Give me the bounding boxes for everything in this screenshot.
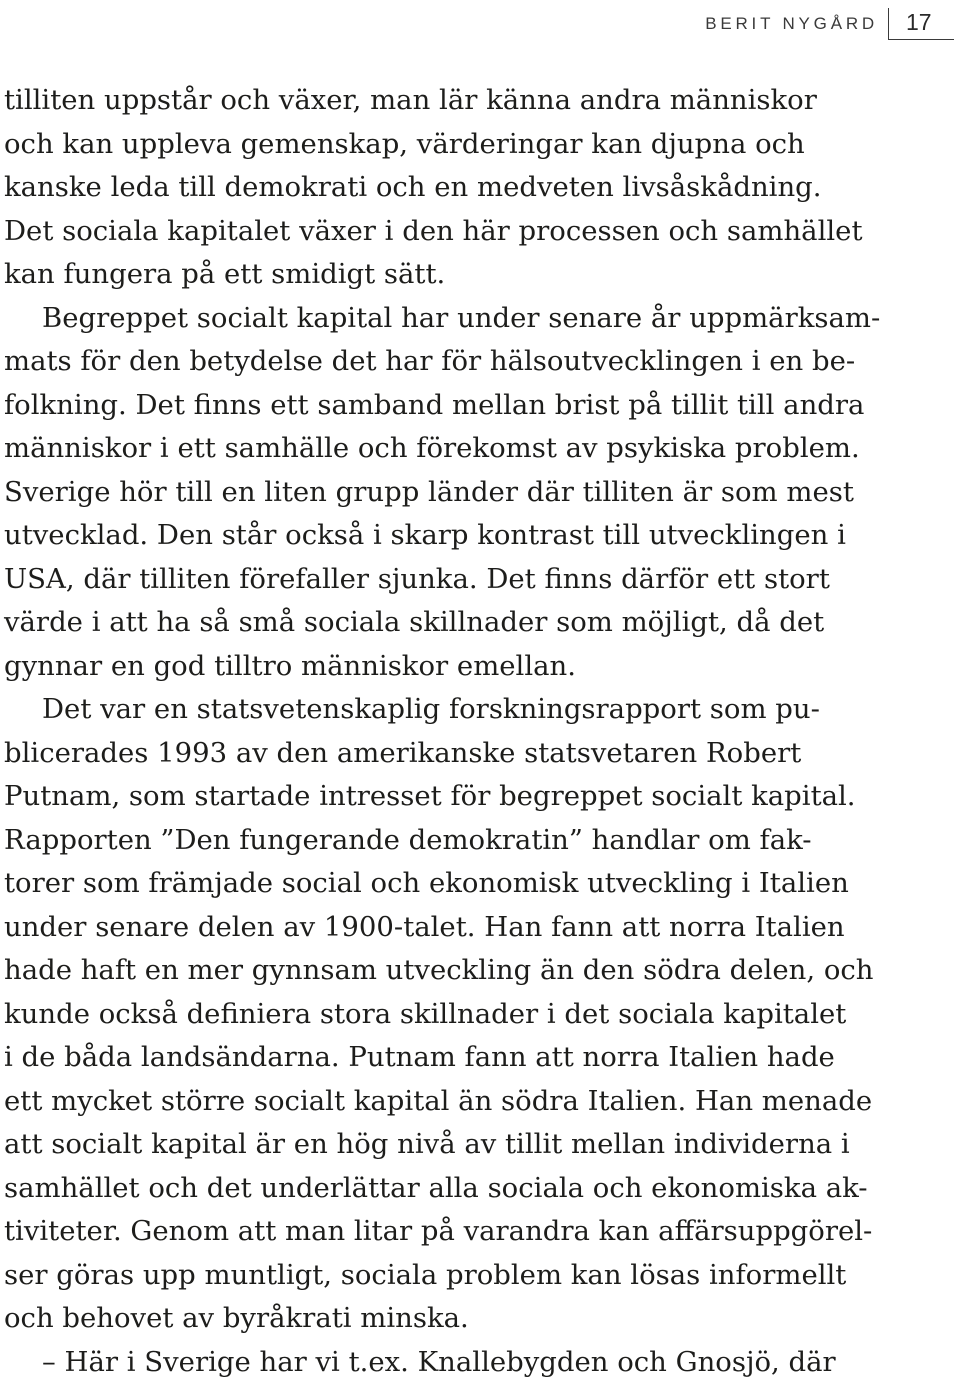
- text-line: USA, där tilliten förefaller sjunka. Det finns därför ett stort: [4, 562, 830, 595]
- text-line: i de båda landsändarna. Putnam fann att norra Italien hade: [4, 1041, 835, 1073]
- text-line: och behovet av byråkrati minska.: [4, 1302, 469, 1334]
- text-line: samhället och det underlättar alla sociala och ekonomiska ak-: [4, 1171, 868, 1204]
- paragraph-start-line: Begreppet socialt kapital har under senare år uppmärksam-: [42, 301, 881, 334]
- text-line: Putnam, som startade intresset för begreppet socialt kapital.: [4, 780, 856, 812]
- text-line: hade haft en mer gynnsam utveckling än den södra delen, och: [4, 954, 874, 986]
- text-line: tilliten uppstår och växer, man lär känna andra människor: [4, 84, 817, 116]
- text-line: kunde också definiera stora skillnader i det sociala kapitalet: [4, 997, 847, 1030]
- text-line: blicerades 1993 av den amerikanske statsvetaren Robert: [4, 736, 802, 769]
- page-number: 17: [906, 9, 932, 35]
- paragraph-start-line: Det var en statsvetenskaplig forskningsrapport som pu-: [42, 693, 820, 725]
- text-line: torer som främjade social och ekonomisk utveckling i Italien: [4, 867, 849, 899]
- header-vertical-rule: [888, 8, 889, 40]
- running-header-author: BERIT NYGÅRD: [705, 14, 878, 33]
- body-text: [4, 79, 956, 1384]
- text-line: att socialt kapital är en hög nivå av tillit mellan individerna i: [4, 1128, 850, 1160]
- dialogue-line: – Här i Sverige har vi t.ex. Knallebygden och Gnosjö, där: [42, 1345, 836, 1378]
- text-line: värde i att ha så små sociala skillnader som möjligt, då det: [4, 606, 825, 638]
- running-header: [0, 8, 960, 40]
- text-line: gynnar en god tilltro människor emellan.: [4, 649, 576, 682]
- text-line: tiviteter. Genom att man litar på varandra kan affärsuppgörel-: [4, 1215, 873, 1247]
- text-line: kanske leda till demokrati och en medveten livsåskådning.: [4, 171, 822, 203]
- text-line: mats för den betydelse det har för hälsoutvecklingen i en be-: [4, 345, 856, 377]
- text-line: människor i ett samhälle och förekomst av psykiska problem.: [4, 432, 860, 464]
- text-line: utvecklad. Den står också i skarp kontrast till utvecklingen i: [4, 519, 846, 551]
- text-line: under senare delen av 1900-talet. Han fann att norra Italien: [4, 910, 845, 943]
- text-line: kan fungera på ett smidigt sätt.: [4, 258, 446, 290]
- text-line: folkning. Det finns ett samband mellan brist på tillit till andra: [4, 388, 865, 421]
- text-line: och kan uppleva gemenskap, värderingar kan djupna och: [4, 127, 805, 160]
- text-line: Rapporten ”Den fungerande demokratin” handlar om fak-: [4, 823, 812, 856]
- text-line: Det sociala kapitalet växer i den här processen och samhället: [4, 214, 863, 247]
- text-line: ser göras upp muntligt, sociala problem kan lösas informellt: [4, 1258, 847, 1291]
- header-bottom-rule: [888, 39, 954, 40]
- text-line: Sverige hör till en liten grupp länder där tilliten är som mest: [4, 475, 854, 508]
- text-line: ett mycket större socialt kapital än södra Italien. Han menade: [4, 1084, 873, 1117]
